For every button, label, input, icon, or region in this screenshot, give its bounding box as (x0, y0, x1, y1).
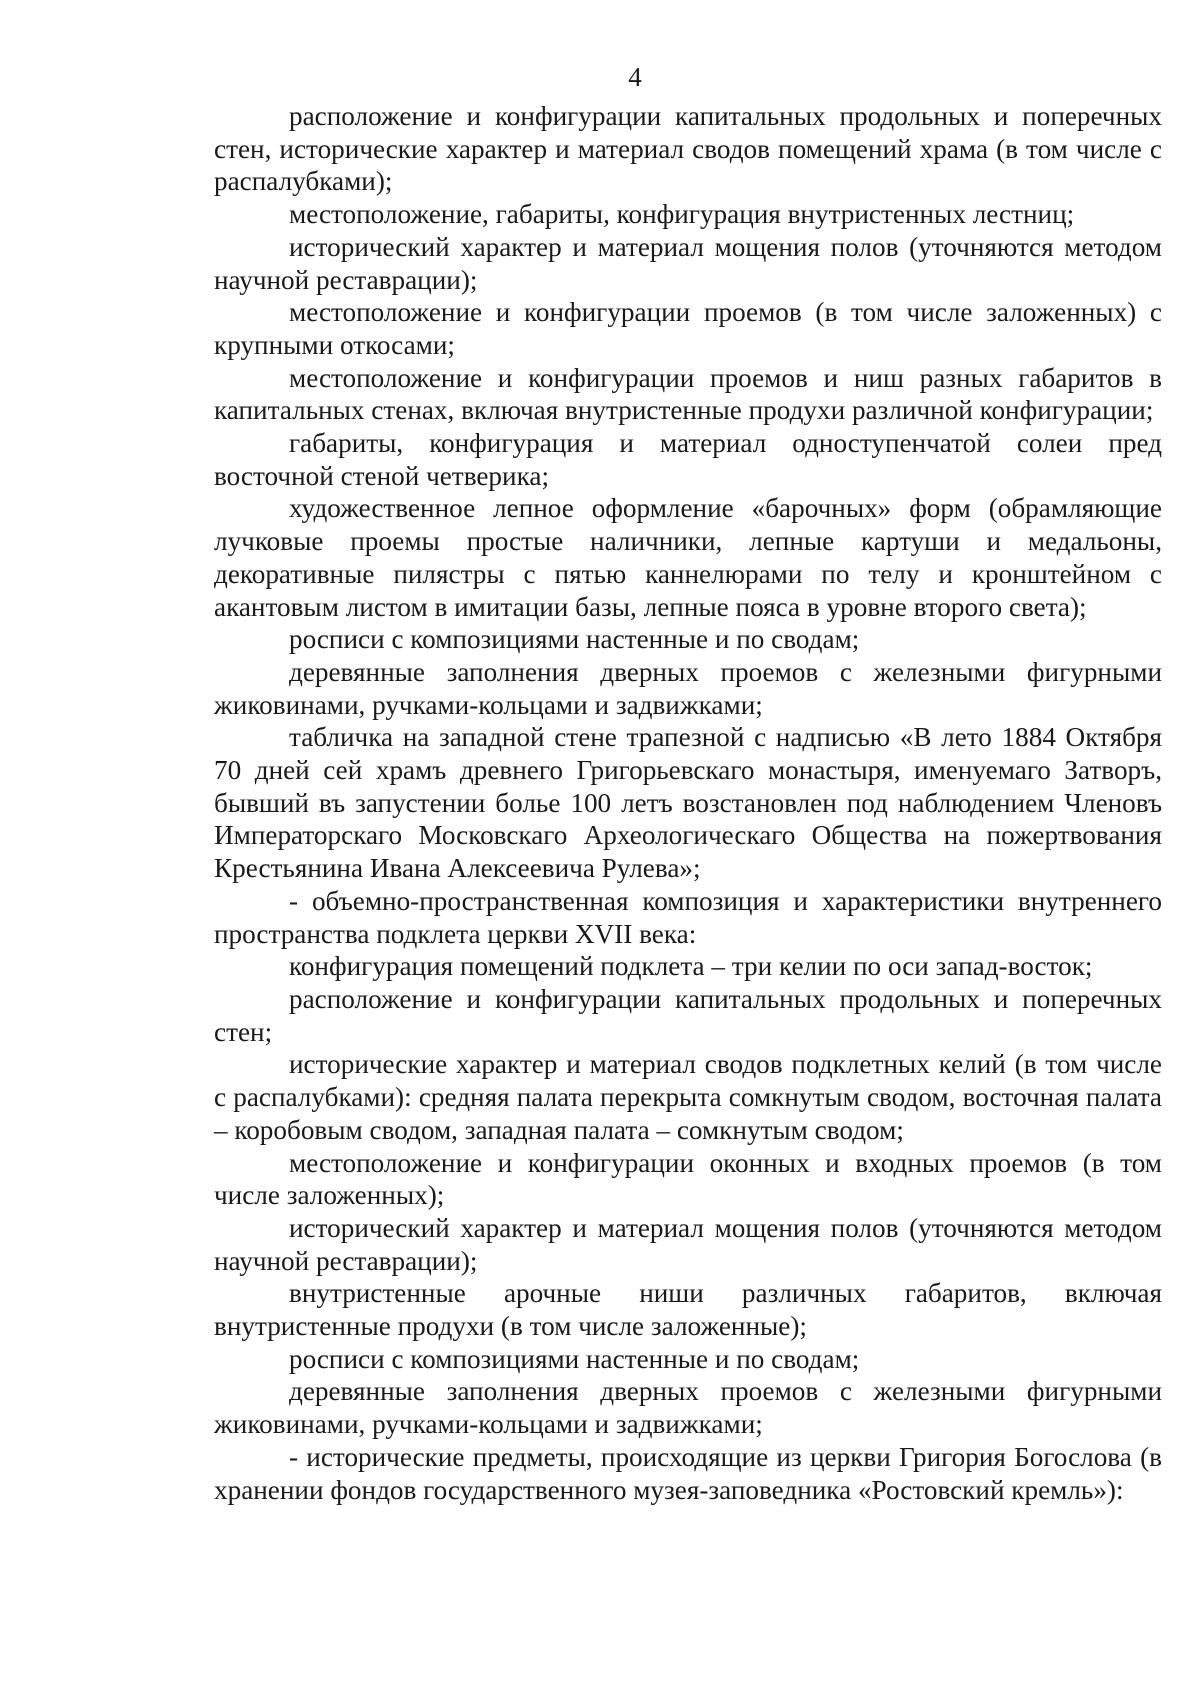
paragraph: - исторические предметы, происходящие из церкви Григория Богослова (в хранении фондов государственного музея-заповедника «Ростовский кремль»): (214, 1441, 1162, 1505)
paragraph: местоположение и конфигурации проемов и ниш разных габаритов в капитальных стенах, включая внутристенные продухи различной конфигурации; (214, 362, 1162, 426)
document-body (214, 100, 1162, 1506)
paragraph: исторический характер и материал мощения полов (уточняются методом научной реставрации); (214, 1212, 1162, 1276)
paragraph: внутристенные арочные ниши различных габаритов, включая внутристенные продухи (в том числе заложенные); (214, 1278, 1162, 1342)
paragraph: табличка на западной стене трапезной с надписью «В лето 1884 Октября 70 дней сей храмъ древнего Григорьевскаго монастыря, именуемаго Затворъ, бывший въ запустении болье 100 летъ возстановлен под наблюдением Членовъ Императорскаго Московскаго Археологическаго Общества на пожертвования Крестьянина Ивана Алексеевича Рулева»; (214, 722, 1162, 884)
paragraph: местоположение и конфигурации оконных и входных проемов (в том числе заложенных); (214, 1147, 1162, 1211)
paragraph: деревянные заполнения дверных проемов с железными фигурными жиковинами, ручками-кольцами и задвижками; (214, 656, 1162, 720)
paragraph: исторические характер и материал сводов подклетных келий (в том числе с распалубками): средняя палата перекрыта сомкнутым сводом, восточная палата – коробовым сводом, западная палата – сомкнутым сводом; (214, 1049, 1162, 1145)
paragraph: росписи с композициями настенные и по сводам; (289, 624, 860, 655)
paragraph: исторический характер и материал мощения полов (уточняются методом научной реставрации); (214, 231, 1162, 295)
paragraph: конфигурация помещений подклета – три келии по оси запад-восток; (289, 951, 1093, 982)
paragraph: художественное лепное оформление «барочных» форм (обрамляющие лучковые проемы простые наличники, лепные картуши и медальоны, декоративные пилястры с пятью каннелюрами по телу и кронштейном с акантовым листом в имитации базы, лепные пояса в уровне второго света); (214, 493, 1162, 622)
paragraph: местоположение, габариты, конфигурация внутристенных лестниц; (289, 199, 1075, 230)
paragraph: росписи с композициями настенные и по сводам; (289, 1343, 860, 1374)
paragraph: габариты, конфигурация и материал одноступенчатой солеи пред восточной стеной четверика; (214, 428, 1162, 491)
paragraph: расположение и конфигурации капитальных продольных и поперечных стен; (214, 983, 1162, 1047)
page-number: 4 (628, 62, 642, 92)
paragraph: - объемно-пространственная композиция и характеристики внутреннего пространства подклета церкви XVII века: (214, 885, 1162, 949)
paragraph: местоположение и конфигурации проемов (в том числе заложенных) с крупными откосами; (214, 297, 1162, 360)
paragraph: расположение и конфигурации капитальных продольных и поперечных стен, исторические характер и материал сводов помещений храма (в том числе с распалубками); (214, 101, 1162, 197)
paragraph: деревянные заполнения дверных проемов с железными фигурными жиковинами, ручками-кольцами и задвижками; (214, 1376, 1162, 1440)
